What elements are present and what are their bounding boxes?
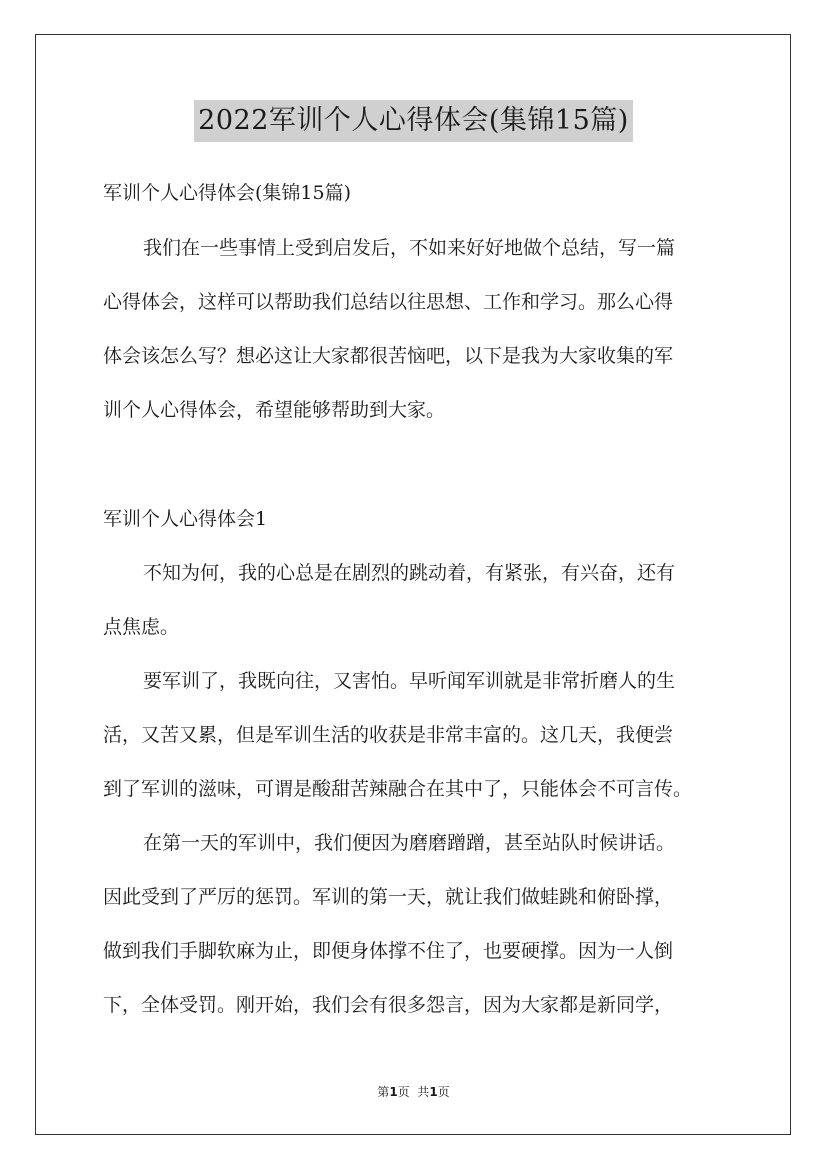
intro-line: 我们在一些事情上受到启发后，不如来好好地做个总结，写一篇 (143, 237, 676, 259)
body-line: 在第一天的军训中，我们便因为磨磨蹭蹭，甚至站队时候讲话。 (143, 832, 676, 854)
body-line: 活，又苦又累，但是军训生活的收获是非常丰富的。这几天，我便尝 (103, 724, 674, 746)
body-line: 做到我们手脚软麻为止，即便身体撑不住了，也要硬撑。因为一人倒 (103, 940, 674, 962)
body-line: 不知为何，我的心总是在剧烈的跳动着，有紧张，有兴奋，还有 (143, 562, 676, 584)
document-title: 2022军训个人心得体会(集锦15篇) (194, 100, 633, 142)
intro-line: 心得体会，这样可以帮助我们总结以往思想、工作和学习。那么心得 (103, 291, 674, 313)
intro-line: 体会该怎么写？想必这让大家都很苦恼吧，以下是我为大家收集的军 (103, 345, 674, 367)
footer-suffix: 页 (437, 1085, 450, 1099)
page-footer (0, 1083, 827, 1100)
body-line: 要军训了，我既向往，又害怕。早听闻军训就是非常折磨人的生 (143, 670, 676, 692)
footer-mid: 页 共 (397, 1085, 430, 1099)
body-line: 下，全体受罚。刚开始，我们会有很多怨言，因为大家都是新同学， (103, 994, 674, 1016)
body-line: 点焦虑。 (103, 616, 180, 638)
footer-prefix: 第 (377, 1085, 390, 1099)
section-heading: 军训个人心得体会1 (103, 508, 268, 530)
body-line: 因此受到了严厉的惩罚。军训的第一天，就让我们做蛙跳和俯卧撑， (103, 886, 674, 908)
document-subtitle: 军训个人心得体会(集锦15篇) (103, 182, 352, 204)
title-wrap (0, 100, 827, 142)
footer-page-total: 1 (429, 1085, 438, 1099)
intro-line: 训个人心得体会，希望能够帮助到大家。 (103, 399, 446, 421)
footer-page-num: 1 (389, 1085, 398, 1099)
body-line: 到了军训的滋味，可谓是酸甜苦辣融合在其中了，只能体会不可言传。 (103, 778, 693, 800)
